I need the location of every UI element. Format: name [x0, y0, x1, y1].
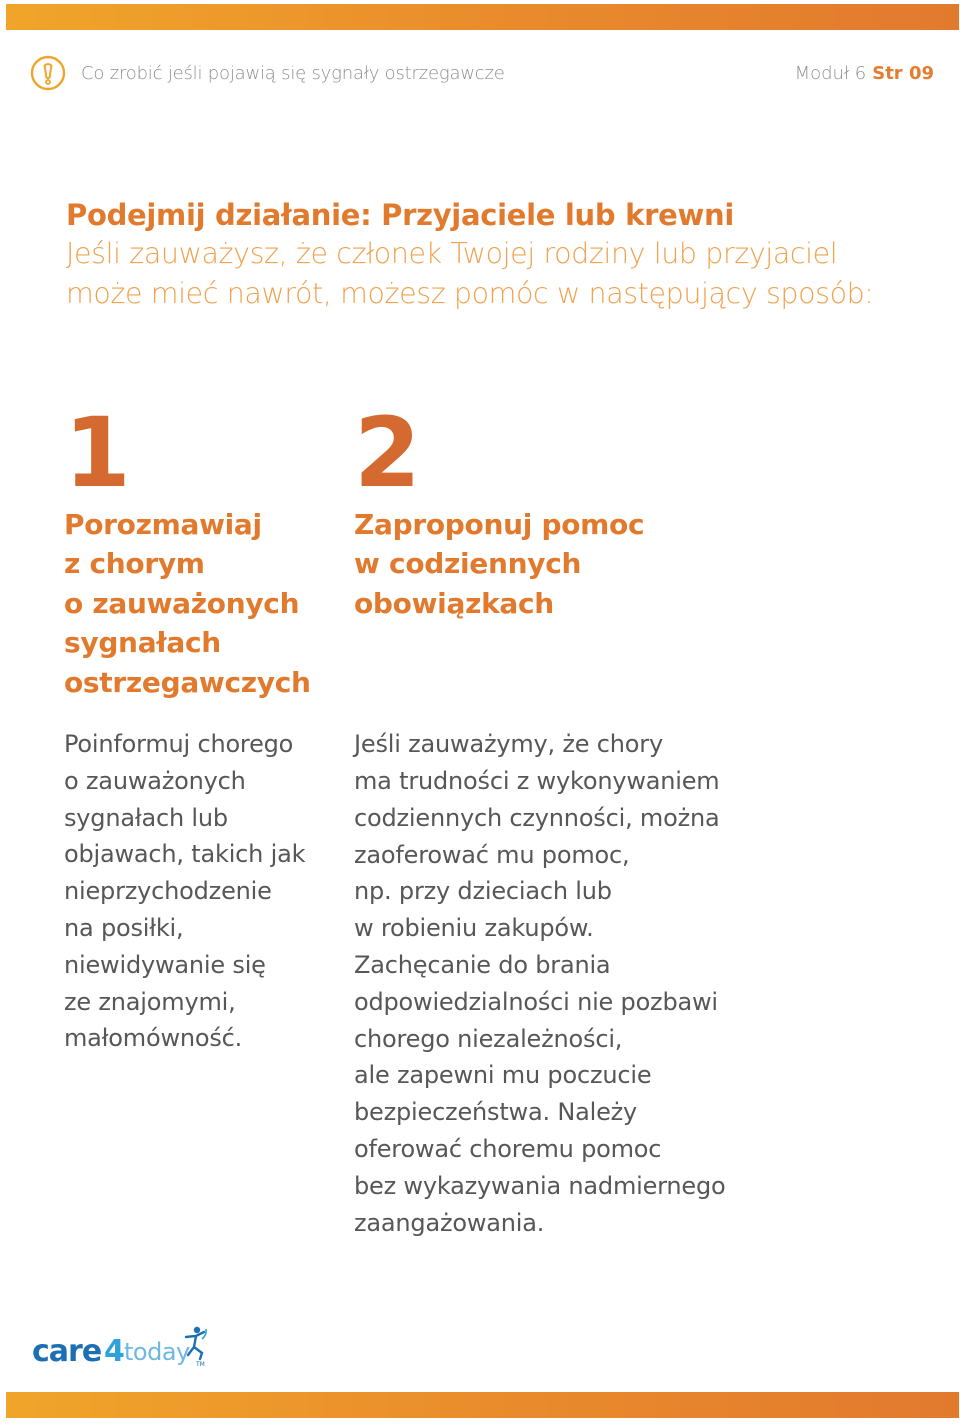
step-body: Jeśli zauważymy, że chory ma trudności z wykonywaniem codziennych czynności, można zaoferować mu pomoc, np. przy dzieciach lub w robieniu zakupów. Zachęcanie do brania odpowiedzialności nie pozbawi chorego niezależności, ale zapewni mu poczucie bezpieczeństwa. Należy oferować choremu pomoc bez wykazywania nadmiernego zaangażowania.	[354, 730, 726, 1237]
step-number: 2	[354, 397, 417, 509]
intro-section	[66, 196, 926, 314]
step-2-column	[354, 397, 774, 1241]
page-number: Str 09	[872, 63, 934, 84]
logo-four-text: 4	[104, 1334, 125, 1369]
intro-text-line-2: może mieć nawrót, możesz pomóc w następujący sposób:	[66, 277, 874, 310]
warning-icon	[30, 55, 66, 91]
page-header	[30, 55, 936, 93]
logo-today-text: today	[124, 1338, 190, 1366]
intro-title: Podejmij działanie: Przyjaciele lub krewni	[66, 198, 734, 232]
bottom-accent-bar	[6, 1392, 959, 1418]
intro-text-line-1: Jeśli zauważysz, że członek Twojej rodziny lub przyjaciel	[66, 237, 838, 270]
logo-trademark: TM	[196, 1361, 205, 1368]
top-accent-bar	[6, 4, 959, 30]
page-indicator	[795, 63, 934, 84]
module-label: Moduł 6	[794, 63, 867, 84]
step-number: 1	[64, 397, 127, 509]
logo-figure-icon	[180, 1325, 208, 1361]
step-heading: Zaproponuj pomoc w codziennych obowiązkach	[354, 508, 645, 620]
care4today-logo	[32, 1325, 212, 1375]
logo-care-text: care	[32, 1334, 102, 1369]
step-body: Poinformuj chorego o zauważonych sygnałach lub objawach, takich jak nieprzychodzenie na posiłki, niewidywanie się ze znajomymi, małomówność.	[64, 730, 306, 1053]
step-1-column	[64, 397, 334, 1057]
step-heading: Porozmawiaj z chorym o zauważonych sygnałach ostrzegawczych	[64, 508, 311, 699]
header-title: Co zrobić jeśli pojawią się sygnały ostrzegawcze	[81, 63, 505, 84]
